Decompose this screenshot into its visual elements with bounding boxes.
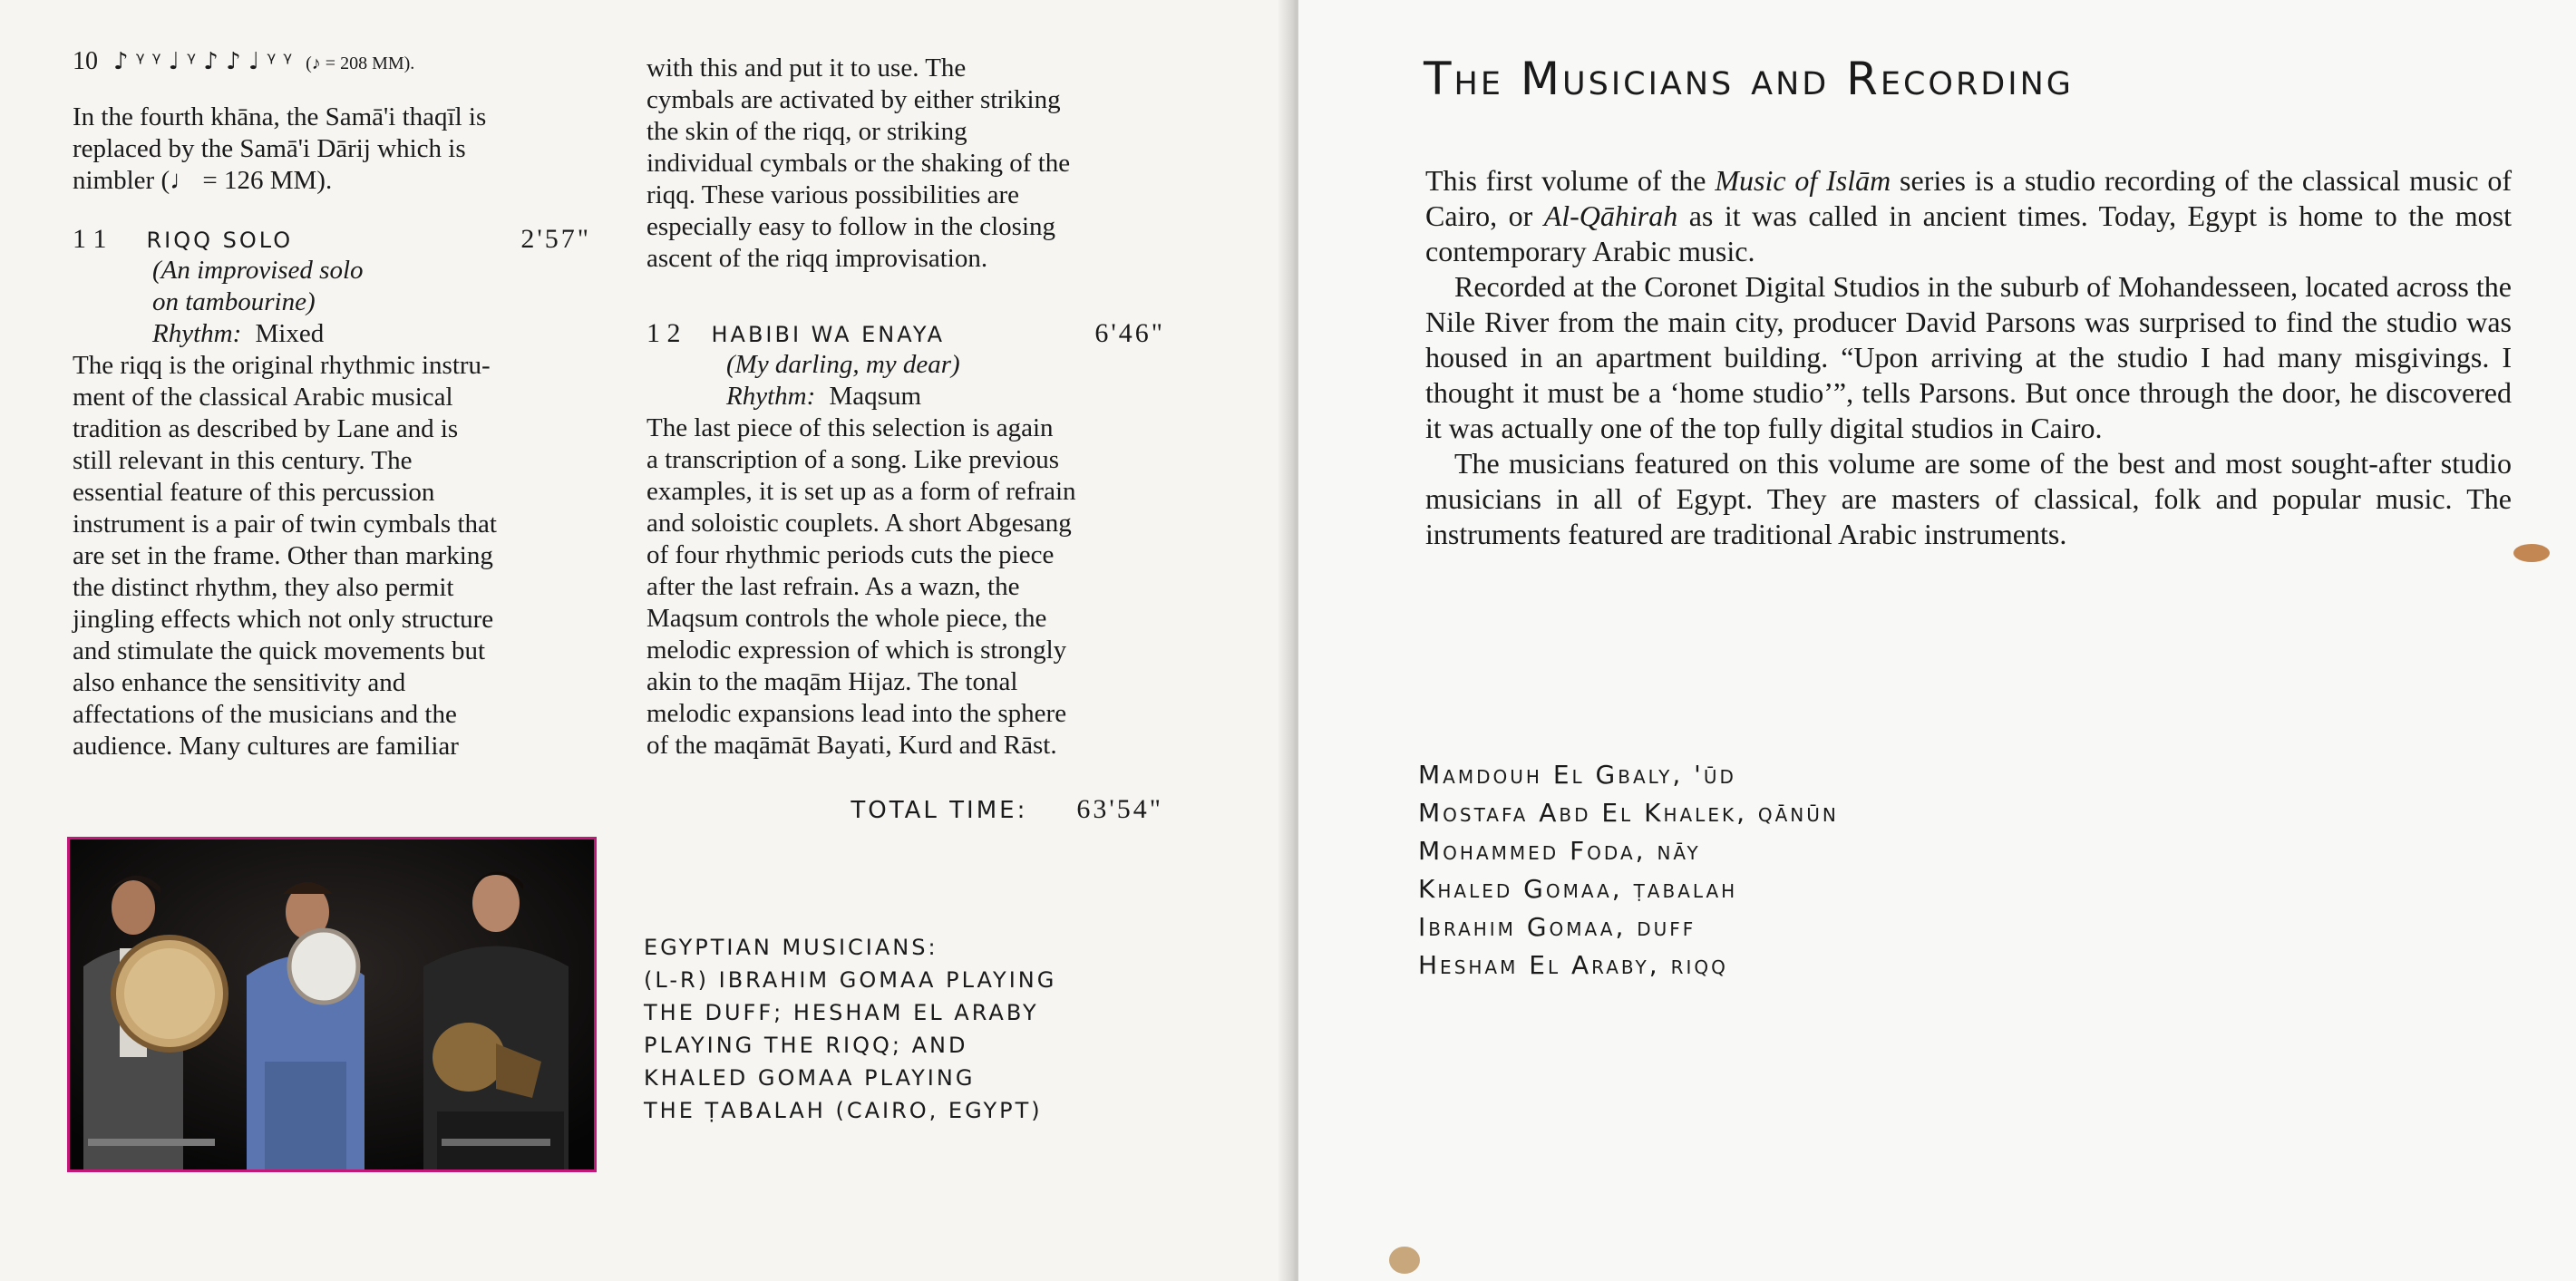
track-subtitle: (My darling, my dear): [726, 350, 960, 379]
riqq-description: [73, 350, 591, 762]
track-subtitle: on tambourine): [152, 287, 316, 316]
text-line: especially easy to follow in the closing: [646, 212, 1056, 241]
text-line: affectations of the musicians and the: [73, 700, 457, 729]
paragraph: The musicians featured on this volume are some of the best and most sought-after studio musicians in all of Egypt. They are masters of classical, folk and popular music. The instruments featured are traditional Arabic instruments.: [1425, 447, 2512, 550]
tempo-marking: (♪ = 208 MM).: [306, 53, 415, 73]
musicians-photo: [67, 837, 597, 1172]
caption-line: KHALED GOMAA PLAYING: [644, 1065, 976, 1091]
text-line: The last piece of this selection is again: [646, 413, 1054, 442]
text-line: the distinct rhythm, they also permit: [73, 573, 454, 602]
text-line: The riqq is the original rhythmic instru-: [73, 351, 491, 380]
photo-illustration: [70, 839, 594, 1169]
page-title: The Musicians and Recording: [1424, 53, 2074, 105]
total-time: [646, 794, 1165, 825]
text-line: melodic expansions lead into the sphere: [646, 699, 1067, 728]
total-time-value: 63'54": [1076, 794, 1163, 824]
caption-line: (L-R) IBRAHIM GOMAA PLAYING: [644, 967, 1057, 993]
text-line: replaced by the Samā'i Dārij which is: [73, 134, 466, 163]
text-line: and stimulate the quick movements but: [73, 636, 486, 665]
track-11-header: [73, 224, 591, 350]
musician-item: Hesham El Araby, riqq: [1418, 950, 1728, 980]
total-time-label: TOTAL TIME:: [851, 797, 1028, 824]
text-line: a transcription of a song. Like previous: [646, 445, 1060, 474]
text-line: audience. Many cultures are familiar: [73, 732, 459, 761]
text-line: tradition as described by Lane and is: [73, 414, 459, 443]
text-line: akin to the maqām Hijaz. The tonal: [646, 667, 1018, 696]
music-notes: ♪ ᵞ ᵞ ♩ ᵞ ♪ ♪ ♩ ᵞ ᵞ: [113, 48, 293, 75]
middle-column: [646, 53, 1165, 825]
caption-line: THE DUFF; HESHAM EL ARABY: [644, 1000, 1039, 1025]
text-line: individual cymbals or the shaking of the: [646, 149, 1071, 178]
rhythm-notation-line: [73, 44, 617, 82]
text-line: Maqsum controls the whole piece, the: [646, 604, 1047, 633]
paragraph: [1425, 163, 2512, 269]
text-line: examples, it is set up as a form of refrain: [646, 477, 1076, 506]
musician-item: Ibrahim Gomaa, duff: [1418, 912, 1696, 942]
track-time: 2'57": [520, 224, 591, 254]
text-line: are set in the frame. Other than marking: [73, 541, 493, 570]
text-line: still relevant in this century. The: [73, 446, 413, 475]
caption-line: PLAYING THE RIQQ; AND: [644, 1033, 968, 1058]
text-line: essential feature of this percussion: [73, 478, 435, 507]
text-line: melodic expression of which is strongly: [646, 636, 1067, 665]
text-line: ment of the classical Arabic musical: [73, 383, 453, 412]
track-title: RIQQ SOLO: [146, 228, 294, 253]
text-line: also enhance the sensitivity and: [73, 668, 406, 697]
text-line: nimbler (♩ = 126 MM).: [73, 166, 333, 195]
paper-stain: [1389, 1247, 1420, 1274]
series-title: Music of Islām: [1715, 164, 1891, 197]
photo-caption: [644, 931, 1152, 1127]
text-line: ascent of the riqq improvisation.: [646, 244, 988, 273]
text-line: In the fourth khāna, the Samā'i thaqīl is: [73, 102, 487, 131]
track-title: HABIBI WA ENAYA: [711, 322, 946, 347]
paragraph: Recorded at the Coronet Digital Studios in the suburb of Mohandesseen, located across the Nile River from the main city, producer David Parsons was surprised to find the studio was housed in an apartment building. “Upon arriving at the studio I had many misgivings. I thought it must be a ‘home studio’”, tells Parsons. But once through the door, he discovered it was actually one of the top fully digital studios in Cairo.: [1425, 270, 2512, 444]
paper-stain: [2513, 544, 2550, 562]
recording-article: [1425, 163, 2512, 552]
track-time: 6'46": [1094, 318, 1165, 348]
caption-line: EGYPTIAN MUSICIANS:: [644, 935, 938, 960]
track-rhythm: [646, 381, 1165, 412]
text-line: riqq. These various possibilities are: [646, 180, 1020, 209]
musician-list: [1418, 756, 1839, 985]
track-number: 1 1: [73, 224, 107, 254]
text-span: as it was called in ancient times. Today, Egypt is home to the most contemporary Arabic music.: [1425, 199, 2513, 267]
rhythm-value: Maqsum: [829, 382, 921, 411]
musician-item: Mostafa Abd El Khalek, qānūn: [1418, 798, 1839, 828]
musician-item: Khaled Gomaa, ṭabalah: [1418, 874, 1738, 904]
text-span: series is a studio recording of the classical music of Cairo, or: [1425, 164, 2513, 232]
text-line: of four rhythmic periods cuts the piece: [646, 540, 1055, 569]
text-line: with this and put it to use. The: [646, 53, 967, 82]
track-number: 1 2: [646, 318, 681, 348]
text-line: jingling effects which not only structure: [73, 605, 494, 634]
left-column: [73, 44, 617, 762]
page-number: 10: [73, 47, 98, 75]
rhythm-value: Mixed: [255, 319, 325, 348]
text-span: This first volume of the: [1425, 164, 1716, 197]
text-line: instrument is a pair of twin cymbals that: [73, 509, 497, 539]
rhythm-label: Rhythm:: [152, 319, 242, 348]
track-12-header: [646, 318, 1165, 412]
caption-line: THE ṬABALAH (CAIRO, EGYPT): [644, 1098, 1043, 1123]
text-line: cymbals are activated by either striking: [646, 85, 1061, 114]
track-subtitle: (An improvised solo: [152, 256, 364, 285]
text-line: of the maqāmāt Bayati, Kurd and Rāst.: [646, 731, 1057, 760]
text-line: the skin of the riqq, or striking: [646, 117, 967, 146]
rhythm-label: Rhythm:: [726, 382, 816, 411]
musician-item: Mohammed Foda, nāy: [1418, 836, 1701, 866]
city-name: Al-Qāhirah: [1543, 199, 1678, 232]
musician-item: Mamdouh El Gbaly, 'ūd: [1418, 760, 1736, 790]
text-line: after the last refrain. As a wazn, the: [646, 572, 1020, 601]
intro-paragraph: [73, 102, 617, 197]
track-rhythm: [73, 318, 591, 350]
text-line: and soloistic couplets. A short Abgesang: [646, 509, 1072, 538]
